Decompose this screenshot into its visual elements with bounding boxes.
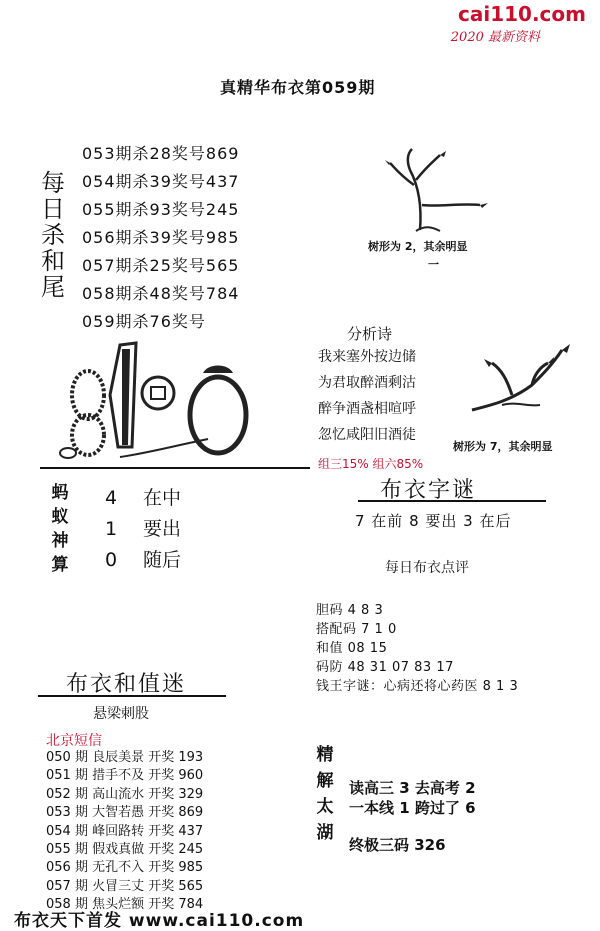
label-char: 湖	[316, 823, 334, 843]
label-char: 尾	[41, 273, 65, 301]
list-item: 059期杀76奖号	[82, 312, 206, 331]
label-char: 每	[41, 169, 65, 197]
table-row: 050 期 良辰美景 开奖 193	[46, 750, 204, 765]
list-item: 056期杀39奖号985	[82, 228, 240, 247]
taihu-line1: 读高三 3 去高考 2	[349, 779, 476, 797]
review-list	[316, 601, 518, 696]
list-item: 053期杀28奖号869	[82, 144, 240, 163]
tree-caption-dash: 一	[428, 258, 439, 271]
ant-row	[105, 514, 181, 545]
label-char: 日	[41, 195, 65, 223]
ant-num: 0	[105, 549, 118, 571]
list-item: 055期杀93奖号245	[82, 200, 240, 219]
taihu-line3: 终极三码 326	[349, 836, 446, 854]
review-line: 钱王字谜：心病还将心药医 8 1 3	[316, 679, 519, 694]
tree-caption-2: 树形为 7，其余明显	[453, 440, 553, 453]
tree-caption-1: 树形为 2，其余明显	[368, 240, 468, 253]
poem-line: 为君取醉酒剩沽	[318, 375, 416, 391]
list-item: 057期杀25奖号565	[82, 256, 240, 275]
ant-row	[105, 483, 181, 514]
label-char: 蚂	[51, 483, 69, 503]
riddle-title: 布衣字谜	[380, 478, 477, 503]
label-char: 算	[51, 555, 69, 575]
footer-text: 布衣天下首发 www.cai110.com	[14, 911, 305, 931]
table-row: 058 期 焦头烂额 开奖 784	[46, 897, 204, 913]
label-char: 精	[316, 745, 334, 765]
page-title: 真精华布衣第059期	[220, 78, 376, 97]
tagline: 2020 最新资料	[450, 30, 540, 45]
poem-line: 我来塞外按边储	[318, 349, 416, 365]
ant-text: 随后	[143, 549, 182, 571]
lucky-810-illustration	[58, 335, 258, 465]
kill-tail-list	[82, 140, 239, 336]
taihu-line2: 一本线 1 跨过了 6	[349, 799, 476, 817]
label-char: 神	[51, 531, 69, 551]
review-title: 每日布衣点评	[385, 560, 469, 576]
ant-num: 1	[105, 518, 118, 540]
beijing-list	[46, 749, 203, 915]
review-line: 和值 08 15	[316, 641, 388, 656]
table-row: 056 期 无孔不入 开奖 985	[46, 860, 204, 876]
review-line: 搭配码 7 1 0	[316, 622, 397, 637]
table-row: 055 期 假戏真做 开奖 245	[46, 841, 204, 857]
table-row: 054 期 峰回路转 开奖 437	[46, 823, 204, 839]
ant-num: 4	[105, 487, 118, 509]
brand-logo: cai110.com	[458, 2, 586, 26]
riddle-text: 7 在前 8 要出 3 在后	[355, 512, 512, 530]
divider	[40, 467, 310, 469]
table-row: 057 期 火冒三丈 开奖 565	[46, 878, 204, 894]
list-item: 058期杀48奖号784	[82, 284, 240, 303]
sum-riddle-subtitle: 悬梁刺股	[93, 706, 149, 722]
tree-illustration-2	[462, 335, 577, 415]
divider	[38, 695, 226, 697]
ant-text: 在中	[143, 487, 182, 509]
ant-row	[105, 545, 181, 576]
taihu-label	[312, 742, 338, 846]
beijing-title: 北京短信	[46, 733, 102, 749]
tree-illustration-1	[380, 145, 495, 235]
poem-title: 分析诗	[347, 325, 393, 343]
list-item: 054期杀39奖号437	[82, 172, 240, 191]
label-char: 解	[316, 771, 334, 791]
ant-label	[47, 481, 73, 577]
sum-riddle-title: 布衣和值迷	[66, 672, 187, 697]
poem-note: 组三15% 组六85%	[318, 457, 424, 471]
label-char: 太	[316, 797, 334, 817]
review-line: 胆码 4 8 3	[316, 603, 384, 618]
table-row: 051 期 措手不及 开奖 960	[46, 768, 204, 784]
poem	[318, 344, 416, 448]
ant-text: 要出	[143, 518, 182, 540]
poem-line: 醉争酒盏相喧呼	[318, 401, 416, 417]
table-row: 052 期 高山流水 开奖 329	[46, 786, 204, 802]
label-char: 蚁	[51, 507, 69, 527]
label-char: 和	[41, 247, 65, 275]
poem-line: 忽忆咸阳旧酒徒	[318, 427, 416, 443]
review-line: 码防 48 31 07 83 17	[316, 660, 454, 675]
ant-rows	[105, 483, 181, 576]
kill-tail-label	[40, 170, 66, 300]
table-row: 053 期 大智若愚 开奖 869	[46, 805, 204, 821]
label-char: 杀	[41, 221, 65, 249]
